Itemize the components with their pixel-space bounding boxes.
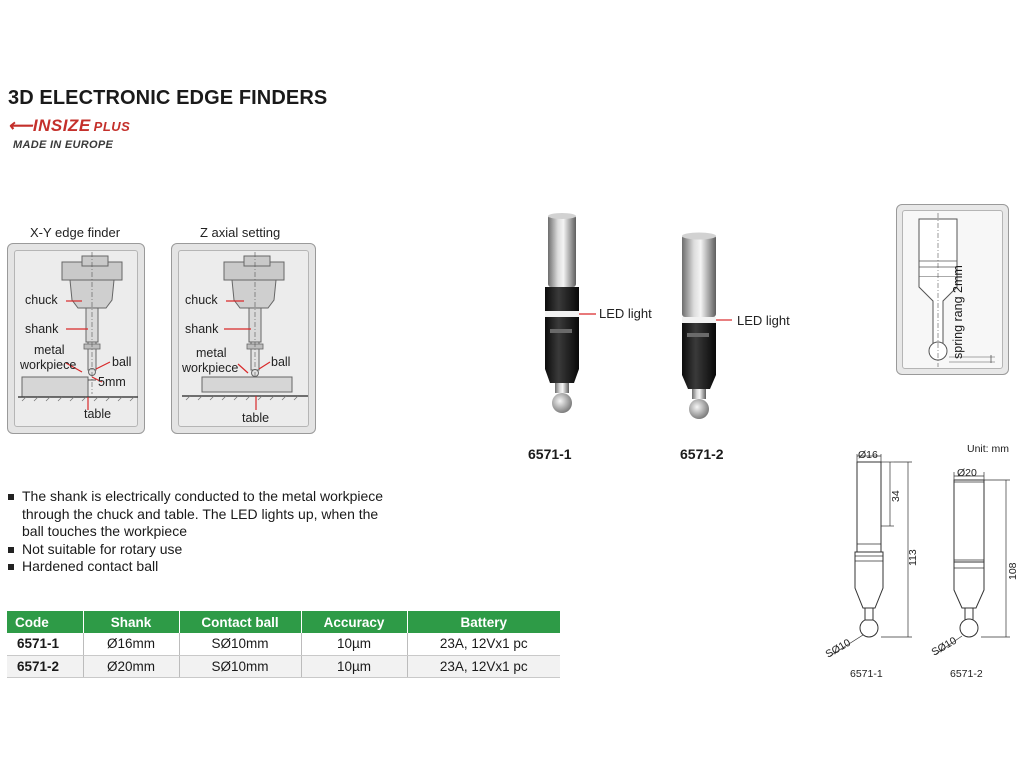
cell-code: 6571-2 xyxy=(7,655,83,677)
product-code-6571-2: 6571-2 xyxy=(680,446,724,462)
cell-accuracy: 10µm xyxy=(301,655,407,677)
z-diagram-caption: Z axial setting xyxy=(200,225,281,240)
cell-contact-ball: SØ10mm xyxy=(179,633,301,655)
m1-113-label: 113 xyxy=(907,549,919,566)
led-label-6571-2: LED light xyxy=(737,313,790,328)
feature-item: Not suitable for rotary use xyxy=(6,541,386,559)
z-diagram xyxy=(171,243,316,434)
m2-108-label: 108 xyxy=(1007,562,1019,580)
unit-label: Unit: mm xyxy=(967,443,1009,455)
cell-battery: 23A, 12Vx1 pc xyxy=(407,655,560,677)
brand-logo xyxy=(8,116,130,136)
xy-diagram xyxy=(7,243,145,434)
brand-suffix: PLUS xyxy=(93,119,131,134)
m1-code-label: 6571-1 xyxy=(850,668,883,680)
product-6571-1-image xyxy=(545,213,579,413)
xy-workpiece-label: workpiece xyxy=(20,358,77,372)
cell-shank: Ø16mm xyxy=(83,633,179,655)
feature-item: Hardened contact ball xyxy=(6,558,386,576)
spring-range-label: spring rang 2mm xyxy=(951,265,965,359)
spec-table-header xyxy=(7,611,560,633)
z-shank-label: shank xyxy=(185,322,219,336)
spring-range-diagram xyxy=(896,204,1009,375)
m2-dia-label: Ø20 xyxy=(957,467,977,479)
product-6571-2-image xyxy=(682,233,716,420)
z-table-label: table xyxy=(242,411,270,425)
col-code: Code xyxy=(7,611,83,633)
xy-offset-label: 5mm xyxy=(98,375,126,389)
dimension-drawing xyxy=(820,450,1024,686)
feature-list xyxy=(6,488,386,576)
col-contact-ball: Contact ball xyxy=(179,611,301,633)
dim-drawing-6571-2 xyxy=(936,472,1010,654)
product-code-6571-1: 6571-1 xyxy=(528,446,572,462)
xy-illustration xyxy=(8,244,146,435)
z-workpiece-label: workpiece xyxy=(182,361,239,375)
cell-contact-ball: SØ10mm xyxy=(179,655,301,677)
z-ball-label: ball xyxy=(271,355,291,369)
xy-chuck-label: chuck xyxy=(25,293,58,307)
m1-34-label: 34 xyxy=(890,490,902,502)
origin-label: MADE IN EUROPE xyxy=(13,139,114,151)
feature-item: The shank is electrically conducted to the metal workpiece through the chuck and table. The LED lights up, when the ball touches the workpiece xyxy=(6,488,386,541)
col-shank: Shank xyxy=(83,611,179,633)
page-title: 3D ELECTRONIC EDGE FINDERS xyxy=(8,87,328,109)
xy-diagram-caption: X-Y edge finder xyxy=(30,225,121,240)
cell-accuracy: 10µm xyxy=(301,633,407,655)
cell-battery: 23A, 12Vx1 pc xyxy=(407,633,560,655)
m1-ball-label: SØ10 xyxy=(823,636,853,661)
col-battery: Battery xyxy=(407,611,560,633)
z-metal-label: metal xyxy=(196,346,227,360)
cell-code: 6571-1 xyxy=(7,633,83,655)
z-illustration xyxy=(172,244,317,435)
m1-dia-label: Ø16 xyxy=(858,450,878,461)
z-chuck-label: chuck xyxy=(185,293,218,307)
m2-ball-label: SØ10 xyxy=(929,634,959,659)
spec-table xyxy=(7,611,560,678)
dim-drawing-6571-1 xyxy=(830,454,912,656)
table-row xyxy=(7,633,560,655)
m2-code-label: 6571-2 xyxy=(950,668,983,680)
led-label-6571-1: LED light xyxy=(599,306,652,321)
table-row xyxy=(7,655,560,677)
xy-ball-label: ball xyxy=(112,355,132,369)
col-accuracy: Accuracy xyxy=(301,611,407,633)
brand-arrow-icon: ⟵ xyxy=(8,116,33,135)
xy-table-label: table xyxy=(84,407,112,421)
brand-name: INSIZE xyxy=(32,116,91,135)
cell-shank: Ø20mm xyxy=(83,655,179,677)
xy-shank-label: shank xyxy=(25,322,59,336)
xy-metal-label: metal xyxy=(34,343,65,357)
